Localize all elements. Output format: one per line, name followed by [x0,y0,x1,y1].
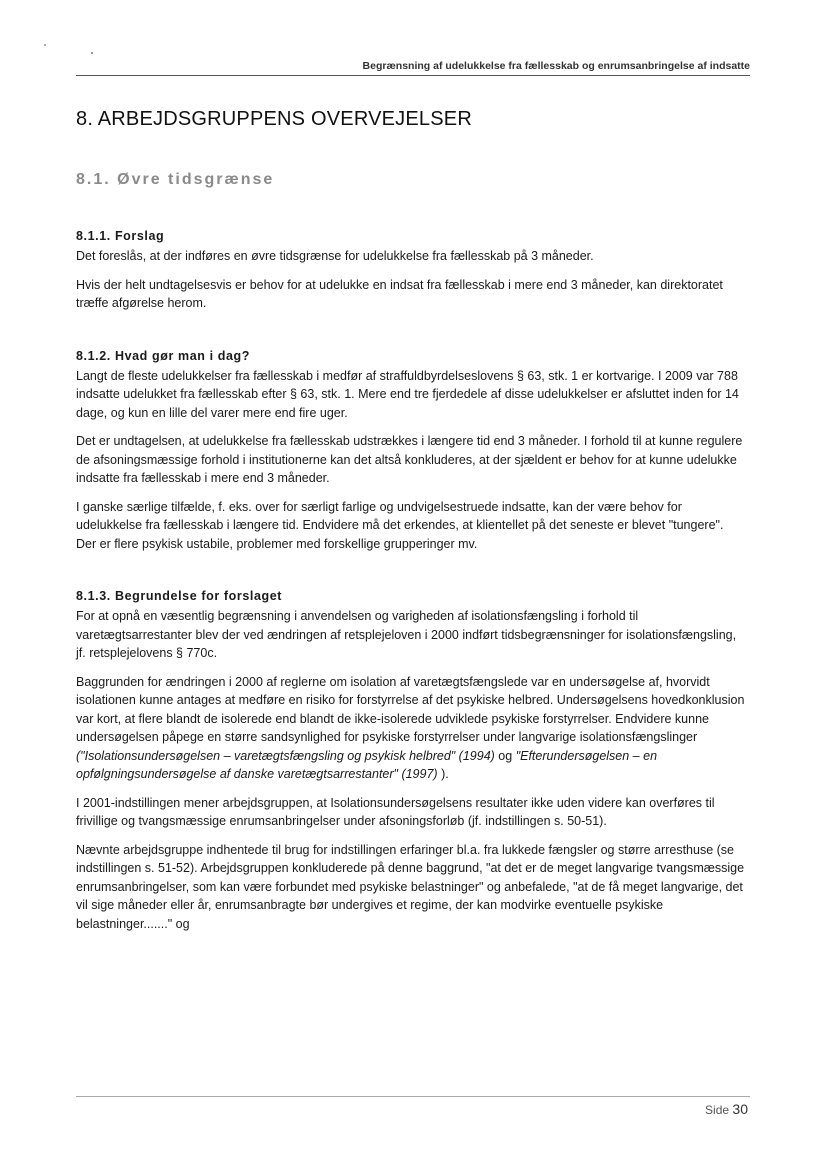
subsection-8-1-2 [76,349,746,554]
subsection-8-1-3 [76,589,746,933]
subsection-8-1-1 [76,229,746,313]
subsection-heading: 8.1.1. Forslag [76,229,165,243]
subsection-heading: 8.1.3. Begrundelse for forslaget [76,589,283,603]
page-label: Side [705,1103,730,1117]
paragraph: I ganske særlige tilfælde, f. eks. over for særligt farlige og undvigelsestruede indsatte, kan der være behov for udelukkelse fra fællesskab i længere tid. Endvidere må det erkendes, at klientellet på det seneste er blevet "tungere". Der er flere psykisk ustabile, problemer med forskellige grupperinger mv. [76,499,724,551]
paragraph-text: ). [437,767,449,781]
scan-speck [44,44,46,46]
paragraph: Langt de fleste udelukkelser fra fællesskab i medfør af straffuldbyrdelseslovens § 63, stk. 1 er kortvarige. I 2009 var 788 indsatte udelukket fra fællesskab efter § 63, stk. 1. Mere end tre fjerdedele af disse udelukkelser er afsluttet inden for 14 dage, og kun en lille del varer mere end fire uger. [76,368,739,420]
paragraph: Det er undtagelsen, at udelukkelse fra fællesskab udstrækkes i længere tid end 3 måneder. I forhold til at kunne regulere de afsoningsmæssige forhold i institutionerne kan det altså konkluderes, at der sjældent er behov for at kunne udelukke indsatte fra fællesskab i mere end 3 måneder. [76,434,743,485]
paragraph-text: og [494,748,516,763]
paragraph: For at opnå en væsentlig begrænsning i anvendelsen og varigheden af isolationsfængsling i forhold til varetægtsarrestanter blev der ved ændringen af retsplejeloven i 2000 indført tidsbegrænsninger for isolationsfængsling, jf. retsplejelovens § 770c. [76,609,737,660]
citation: "Efterundersøgelsen – en opfølgningsundersøgelse af danske varetægtsarrestanter" (1997) [76,748,658,781]
footer-divider [76,1096,750,1097]
section-title: 8.1. Øvre tidsgrænse [76,171,275,188]
running-header: Begrænsning af udelukkelse fra fællesskab og enrumsanbringelse af indsatte [76,60,750,76]
paragraph: Det foreslås, at der indføres en øvre tidsgrænse for udelukkelse fra fællesskab på 3 måneder. [76,249,594,263]
paragraph: Hvis der helt undtagelsesvis er behov for at udelukke en indsat fra fællesskab i mere end 3 måneder, kan direktoratet træffe afgørelse herom. [76,277,723,310]
subsection-heading: 8.1.2. Hvad gør man i dag? [76,348,250,363]
paragraph [76,673,746,784]
page-footer [705,1101,748,1117]
paragraph: I 2001-indstillingen mener arbejdsgruppen, at Isolationsundersøgelsens resultater ikke uden videre kan overføres til frivillige og tvangsmæssige enrumsanbringelser under afsoningsforløb (jf. indstillingen s. 50-51). [76,795,715,828]
citation: ("Isolationsundersøgelsen – varetægtsfængsling og psykisk helbred" (1994) [76,748,495,763]
page-number: 30 [732,1101,748,1117]
paragraph: Nævnte arbejdsgruppe indhentede til brug for indstillingen erfaringer bl.a. fra lukkede fængsler og større arresthuse (se indstillingen s. 51-52). Arbejdsgruppen konkluderede på denne baggrund, "at det er de meget langvarige tvangsmæssige enrumsanbringelser, som kan være forbundet med psykiske belastninger" og anbefalede, "at de få meget langvarige, det vil sige måneder eller år, enrumsanbragte bør undergives et regime, der kan modvirke eventuelle psykiske belastninger......." og [76,842,745,931]
paragraph-text: Baggrunden for ændringen i 2000 af reglerne om isolation af varetægtsfængslede var en undersøgelse af, hvorvidt isolationen kunne antages at medføre en risiko for forstyrrelse af det psykiske helbred. Undersøgelsens hovedkonklusion var kort, at flere blandt de isolerede end blandt de ikke-isolerede udviklede psykiske forstyrrelser. Endvidere kunne undersøgelsen påpege en større sandsynlighed for psykiske forstyrrelser under langvarige isolationsfængslinger [76,674,745,744]
chapter-title: 8. ARBEJDSGRUPPENS OVERVEJELSER [76,108,472,130]
scan-speck [91,52,93,54]
page-content [76,108,746,969]
